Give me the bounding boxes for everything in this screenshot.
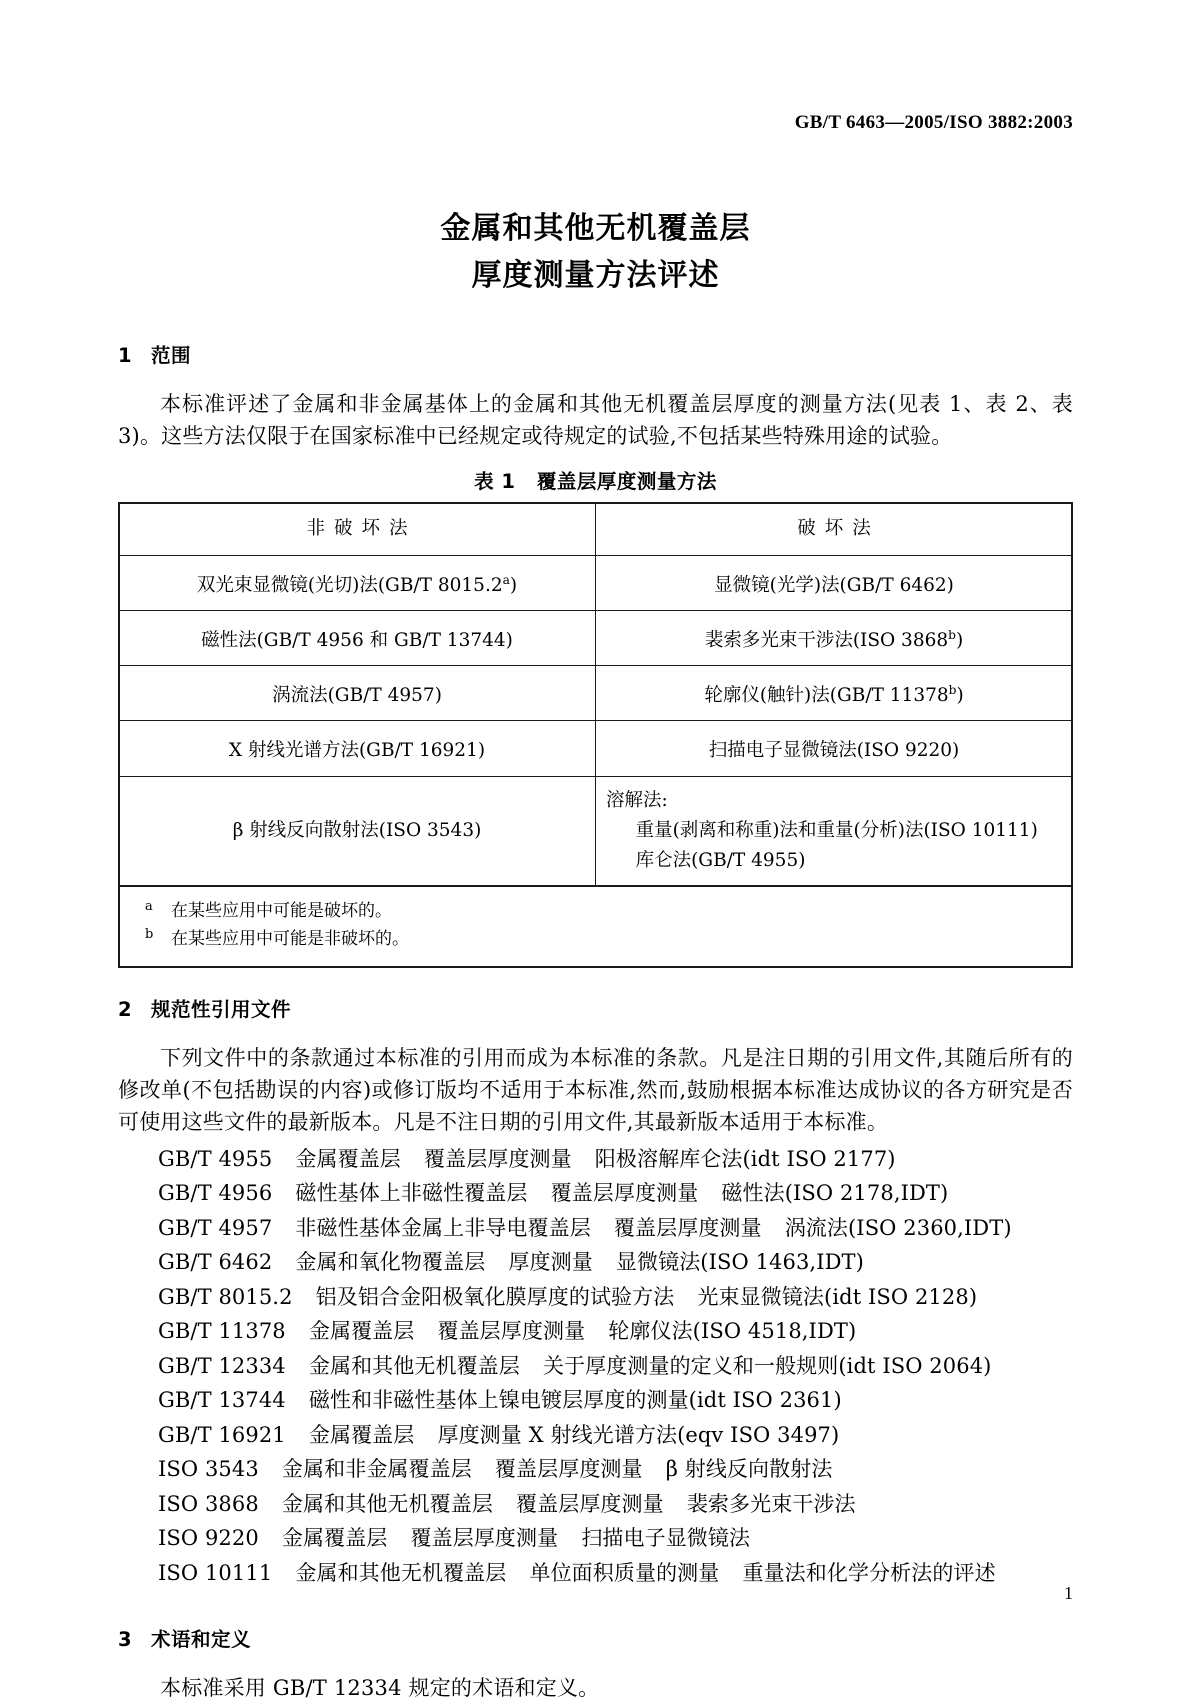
ref-part3: 裴索多光束干涉法: [686, 1491, 856, 1516]
ref-part3: β 射线反向散射法: [665, 1457, 833, 1482]
table1: [119, 503, 1072, 967]
ref-part2: 厚度测量: [508, 1250, 593, 1275]
cell-text: 涡流法(GB/T 4957): [272, 685, 442, 707]
ref-part2: 单位面积质量的测量: [529, 1560, 720, 1585]
ref-part3: 显微镜法(ISO 1463,IDT): [615, 1250, 864, 1275]
ref-part2: 覆盖层厚度测量: [550, 1181, 699, 1206]
list-item: [118, 1211, 1073, 1246]
document-title-line1: 金属和其他无机覆盖层: [440, 211, 751, 246]
ref-title: 金属和氧化物覆盖层: [295, 1250, 486, 1275]
table-row: [119, 611, 1072, 666]
ref-part2: 覆盖层厚度测量: [613, 1215, 762, 1240]
list-item: [118, 1280, 1073, 1315]
dissolution-method-line-2: 库仑法(GB/T 4955): [635, 849, 806, 871]
cell-footnote-mark: a: [502, 573, 510, 587]
dissolution-method-line-1: 重量(剥离和称重)法和重量(分析)法(ISO 10111): [635, 819, 1038, 841]
list-item: [118, 1487, 1073, 1522]
table1-caption: [118, 466, 1073, 494]
ref-part3: 阳极溶解库仑法(idt ISO 2177): [594, 1146, 896, 1171]
ref-title: 金属和其他无机覆盖层: [308, 1353, 520, 1378]
ref-code: GB/T 8015.2: [158, 1284, 293, 1309]
list-item: [118, 1245, 1073, 1280]
ref-title: 铝及铝合金阳极氧化膜厚度的试验方法: [315, 1284, 675, 1309]
table1-cell-left-5: β 射线反向散射法(ISO 3543): [119, 776, 596, 886]
document-content: [118, 340, 1073, 1704]
cell-tail: ): [509, 575, 518, 597]
ref-code: ISO 3868: [158, 1491, 259, 1516]
ref-title: 金属覆盖层: [281, 1526, 388, 1551]
table1-caption-text: 覆盖层厚度测量方法: [536, 470, 717, 493]
ref-title: 磁性和非磁性基体上镍电镀层厚度的测量(idt ISO 2361): [308, 1388, 842, 1413]
table1-cell-right-2: [596, 611, 1073, 666]
table-row: [119, 776, 1072, 886]
footnote-text-b: 在某些应用中可能是非破坏的。: [171, 928, 409, 949]
section-heading-1: [118, 340, 1073, 368]
ref-code: GB/T 12334: [158, 1353, 286, 1378]
cell-tail: ): [955, 630, 964, 652]
section-title-1: 范围: [151, 344, 192, 367]
footnote-mark-a: a: [145, 898, 153, 914]
page-header-standard-code: GB/T 6463—2005/ISO 3882:2003: [794, 112, 1073, 133]
list-item: [118, 1383, 1073, 1418]
cell-footnote-mark: b: [948, 628, 956, 643]
cell-footnote-mark: b: [948, 683, 957, 698]
table1-wrapper: [118, 502, 1073, 968]
cell-text: 显微镜(光学)法(GB/T 6462): [714, 575, 954, 597]
normative-references-list: [118, 1142, 1073, 1591]
ref-part3: 轮廓仪法(ISO 4518,IDT): [608, 1319, 857, 1344]
table1-cell-right-5: [596, 776, 1073, 886]
ref-code: GB/T 6462: [158, 1250, 273, 1275]
ref-code: GB/T 13744: [158, 1388, 286, 1413]
list-item: [118, 1452, 1073, 1487]
table1-footnotes: [119, 886, 1072, 967]
ref-code: GB/T 4955: [158, 1146, 273, 1171]
table-row: [119, 666, 1072, 721]
ref-part3: 重量法和化学分析法的评述: [742, 1560, 996, 1585]
section-title-2: 规范性引用文件: [151, 997, 292, 1021]
table1-col-header-destructive: 破坏法: [596, 503, 1073, 556]
list-item: [118, 1521, 1073, 1556]
footnote-text-a: 在某些应用中可能是破坏的。: [171, 900, 392, 921]
ref-code: ISO 3543: [158, 1457, 259, 1482]
cell-text: 扫描电子显微镜法(ISO 9220): [708, 740, 960, 762]
ref-part2: 关于厚度测量的定义和一般规则(idt ISO 2064): [542, 1353, 992, 1378]
ref-part3: 扫描电子显微镜法: [581, 1526, 751, 1551]
ref-part2: 覆盖层厚度测量: [424, 1146, 572, 1171]
cell-text: 双光束显微镜(光切)法(GB/T 8015.2: [196, 575, 503, 597]
table1-cell-left-3: [119, 666, 596, 721]
section-heading-2: [118, 994, 1073, 1022]
ref-part2: 覆盖层厚度测量: [516, 1491, 664, 1516]
table1-cell-right-1: [596, 556, 1073, 611]
document-title: [0, 205, 1191, 299]
ref-title: 金属和其他无机覆盖层: [295, 1560, 507, 1585]
ref-part3: 涡流法(ISO 2360,IDT): [784, 1215, 1012, 1240]
ref-title: 金属覆盖层: [295, 1146, 401, 1171]
ref-part2: 厚度测量 X 射线光谱方法(eqv ISO 3497): [437, 1422, 840, 1447]
table1-cell-left-2: [119, 611, 596, 666]
cell-text: 裴索多光束干涉法(ISO 3868: [704, 630, 949, 652]
table1-footnote-a: [129, 897, 1062, 925]
table-row: [119, 721, 1072, 776]
ref-title: 金属和其他无机覆盖层: [281, 1491, 493, 1516]
footnote-mark-b: b: [145, 926, 154, 942]
table1-cell-left-4: [119, 721, 596, 776]
section-number-3: 3: [118, 1628, 133, 1652]
section-2-paragraph: 下列文件中的条款通过本标准的引用而成为本标准的条款。凡是注日期的引用文件,其随后所有的修改单(不包括勘误的内容)或修订版均不适用于本标准,然而,鼓励根据本标准达成协议的各方研究是否可使用这些文件的最新版本。凡是不注日期的引用文件,其最新版本适用于本标准。: [118, 1045, 1073, 1134]
table1-header-row: [119, 503, 1072, 556]
table1-footnote-row: [119, 886, 1072, 967]
table1-caption-label: 表 1: [474, 470, 516, 493]
table-row: [119, 556, 1072, 611]
section-heading-3: [118, 1624, 1073, 1652]
ref-code: ISO 9220: [158, 1526, 259, 1551]
ref-part3: 磁性法(ISO 2178,IDT): [721, 1181, 949, 1206]
table1-footnote-b: [129, 925, 1062, 953]
ref-title: 金属和非金属覆盖层: [281, 1457, 472, 1482]
section-3-paragraph: 本标准采用 GB/T 12334 规定的术语和定义。: [160, 1676, 600, 1701]
ref-part2: 覆盖层厚度测量: [437, 1319, 586, 1344]
list-item: [118, 1556, 1073, 1591]
section-title-3: 术语和定义: [151, 1628, 252, 1652]
table1-col-header-nondestructive: 非破坏法: [119, 503, 596, 556]
ref-title: 金属覆盖层: [308, 1422, 415, 1447]
table1-cell-right-4: [596, 721, 1073, 776]
section-number-1: 1: [118, 344, 133, 367]
ref-code: GB/T 16921: [158, 1422, 286, 1447]
list-item: [118, 1176, 1073, 1211]
ref-title: 磁性基体上非磁性覆盖层: [295, 1181, 528, 1206]
ref-code: GB/T 4956: [158, 1181, 273, 1206]
ref-code: GB/T 11378: [158, 1319, 286, 1344]
ref-part2: 光束显微镜法(idt ISO 2128): [697, 1284, 978, 1309]
page-number: 1: [1064, 1583, 1073, 1603]
list-item: [118, 1349, 1073, 1384]
section-1-paragraph: 本标准评述了金属和非金属基体上的金属和其他无机覆盖层厚度的测量方法(见表 1、表 2、表 3)。这些方法仅限于在国家标准中已经规定或待规定的试验,不包括某些特殊用途的试验。: [118, 392, 1073, 448]
list-item: [118, 1418, 1073, 1453]
table1-cell-right-3: [596, 666, 1073, 721]
cell-text: X 射线光谱方法(GB/T 16921): [228, 740, 486, 762]
list-item: [118, 1142, 1073, 1177]
cell-text: 磁性法(GB/T 4956 和 GB/T 13744): [201, 630, 513, 652]
document-title-line2: 厚度测量方法评述: [471, 258, 720, 293]
ref-part2: 覆盖层厚度测量: [494, 1457, 643, 1482]
ref-code: ISO 10111: [158, 1560, 273, 1585]
table1-cell-left-1: [119, 556, 596, 611]
list-item: [118, 1314, 1073, 1349]
ref-part2: 覆盖层厚度测量: [410, 1526, 559, 1551]
section-number-2: 2: [118, 997, 133, 1021]
ref-code: GB/T 4957: [158, 1215, 273, 1240]
ref-title: 非磁性基体金属上非导电覆盖层: [295, 1215, 591, 1240]
dissolution-method-label: 溶解法:: [606, 789, 668, 811]
cell-tail: ): [956, 685, 964, 707]
ref-title: 金属覆盖层: [308, 1319, 415, 1344]
cell-text: 轮廓仪(触针)法(GB/T 11378: [704, 685, 949, 707]
